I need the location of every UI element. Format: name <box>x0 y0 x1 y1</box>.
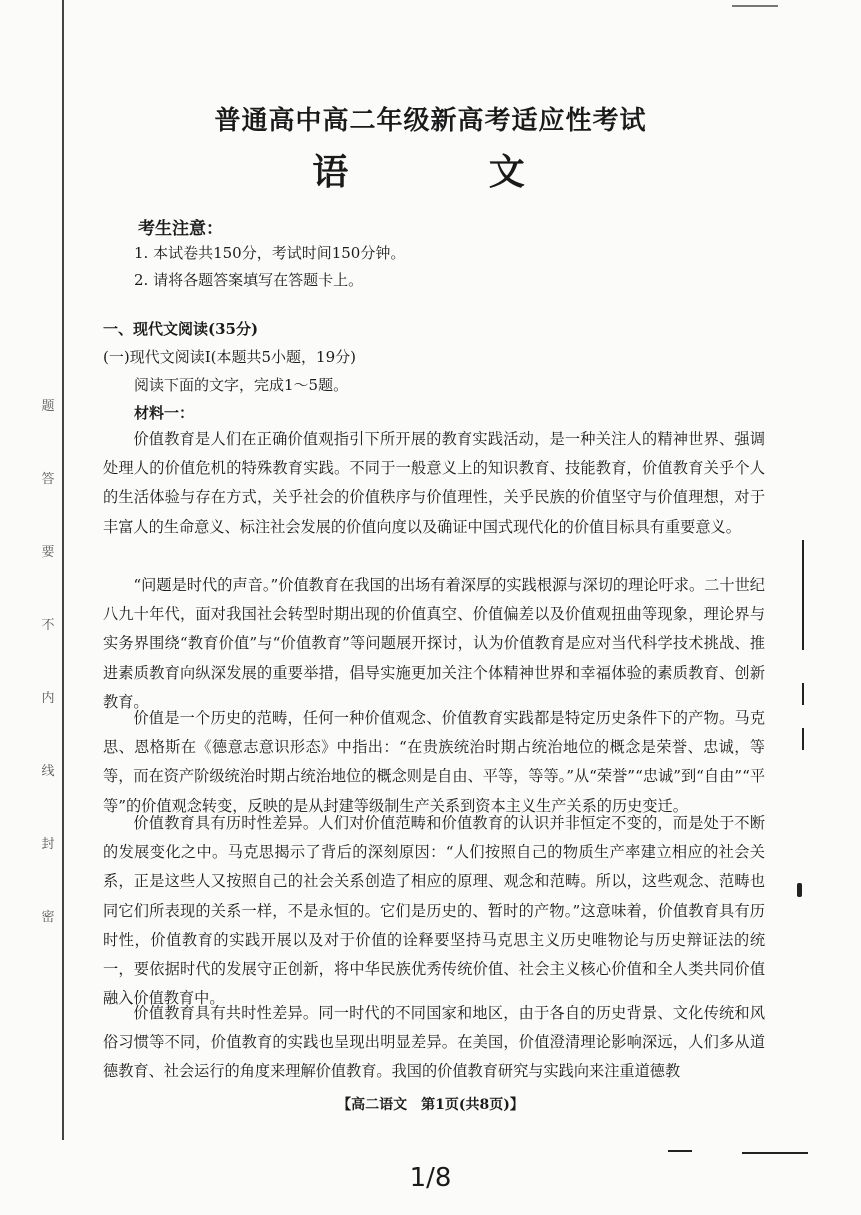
margin-char: 答 <box>41 472 55 487</box>
scan-mark <box>732 5 778 7</box>
paragraph-2: “问题是时代的声音。”价值教育在我国的出场有着深厚的实践根源与深切的理论吁求。二十世纪八九十年代，面对我国社会转型时期出现的价值真空、价值偏差以及价值观扭曲等现象，理论界与实务界围绕“教育价值”与“价值教育”等问题展开探讨，认为价值教育是应对当代科学技术挑战、推进素质教育向纵深发展的重要举措，倡导实施更加关注个体精神世界和幸福体验的素质教育、创新教育。 <box>103 576 765 711</box>
margin-char: 不 <box>41 618 55 633</box>
material-label: 材料一： <box>134 404 195 422</box>
margin-char: 题 <box>41 399 55 414</box>
binding-margin-text <box>36 400 60 984</box>
scan-mark <box>797 883 802 897</box>
paragraph-3: 价值是一个历史的范畴，任何一种价值观念、价值教育实践都是特定历史条件下的产物。马克思、恩格斯在《德意志意识形态》中指出：“在贵族统治时期占统治地位的概念是荣誉、忠诚，等等，而在资产阶级统治时期占统治地位的概念则是自由、平等，等等。”从“荣誉”“忠诚”到“自由”“平等”的价值观念转变，反映的是从封建等级制生产关系到资本主义生产关系的历史变迁。 <box>103 709 766 815</box>
notice-heading: 考生注意： <box>138 219 223 239</box>
section-title: 一、现代文阅读(35分) <box>103 320 259 338</box>
notice-item: 1. 本试卷共150分，考试时间150分钟。 <box>134 244 406 262</box>
margin-char: 要 <box>41 545 55 560</box>
paragraph-1: 价值教育是人们在正确价值观指引下所开展的教育实践活动，是一种关注人的精神世界、强调处理人的价值危机的特殊教育实践。不同于一般意义上的知识教育、技能教育，价值教育关乎个人的生活体验与存在方式，关乎社会的价值秩序与价值理性，关乎民族的价值坚守与价值理想，对于丰富人的生命意义、标注社会发展的价值向度以及确证中国式现代化的价值目标具有重要意义。 <box>103 430 765 536</box>
paragraph-5: 价值教育具有共时性差异。同一时代的不同国家和地区，由于各自的历史背景、文化传统和风俗习惯等不同，价值教育的实践也呈现出明显差异。在美国，价值澄清理论影响深远，人们多从道德教育、社会运行的角度来理解价值教育。我国的价值教育研究与实践向来注重道德教 <box>103 1004 765 1081</box>
margin-char: 内 <box>41 691 55 706</box>
notice-item: 2. 请将各题答案填写在答题卡上。 <box>134 271 364 289</box>
scan-mark <box>802 540 804 650</box>
margin-char: 密 <box>41 910 55 925</box>
margin-char: 封 <box>41 837 55 852</box>
exam-title: 普通高中高二年级新高考适应性考试 <box>214 106 647 136</box>
subject-title: 语 文 <box>312 151 589 193</box>
scan-mark <box>802 683 804 705</box>
scan-mark <box>742 1152 808 1154</box>
page-indicator: 1/8 <box>409 1163 452 1193</box>
section-instruction: 阅读下面的文字，完成1～5题。 <box>134 376 349 394</box>
margin-char: 线 <box>41 764 55 779</box>
page-footer: 【高二语文 第1页(共8页)】 <box>337 1097 524 1113</box>
section-subtitle: (一)现代文阅读Ⅰ(本题共5小题，19分) <box>103 348 356 366</box>
scan-mark <box>802 728 804 750</box>
paragraph-4: 价值教育具有历时性差异。人们对价值范畴和价值教育的认识并非恒定不变的，而是处于不断的发展变化之中。马克思揭示了背后的深刻原因：“人们按照自己的物质生产率建立相应的社会关系，正是这些人又按照自己的社会关系创造了相应的原理、观念和范畴。所以，这些观念、范畴也同它们所表现的关系一样，不是永恒的。它们是历史的、暂时的产物。”这意味着，价值教育具有历时性，价值教育的实践开展以及对于价值的诠释要坚持马克思主义历史唯物论与历史辩证法的统一，要依据时代的发展守正创新，将中华民族优秀传统价值、社会主义核心价值和全人类共同价值融入价值教育中。 <box>103 814 765 1008</box>
scan-mark <box>668 1150 692 1152</box>
